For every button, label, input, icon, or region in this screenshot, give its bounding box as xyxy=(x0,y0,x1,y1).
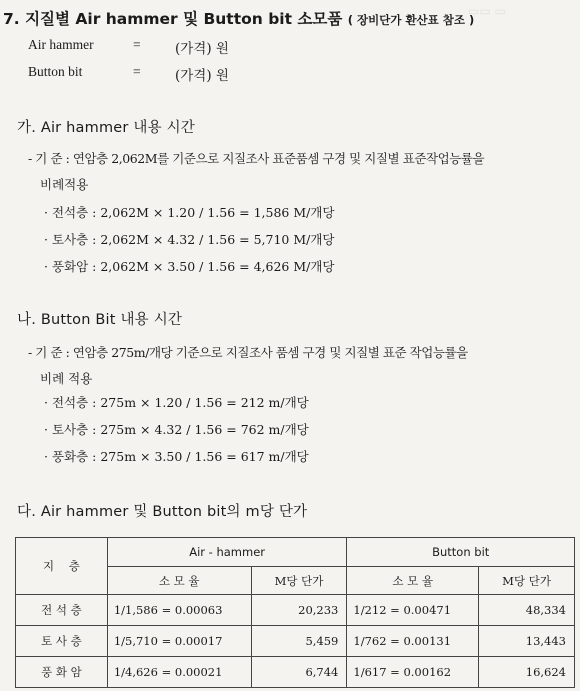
subheader-air-price: M당 단가 xyxy=(251,567,347,595)
section-b-item-2: · 토사층 : 275m × 4.32 / 1.56 = 762 m/개당 xyxy=(44,422,309,437)
section-b-heading: 나. Button Bit 내용 시간 xyxy=(17,312,183,328)
section-b-item-3: · 풍화층 : 275m × 3.50 / 1.56 = 617 m/개당 xyxy=(44,449,309,464)
row-bit-price: 48,334 xyxy=(479,595,575,626)
subheader-air-rate: 소 모 율 xyxy=(107,567,251,595)
price-item-air-hammer: Air hammer xyxy=(28,37,94,52)
document-title xyxy=(3,7,474,29)
row-air-rate: 1/5,710 = 0.00017 xyxy=(107,626,251,657)
price-value-air-hammer: (가격) 원 xyxy=(175,41,229,57)
row-bit-price: 13,443 xyxy=(479,626,575,657)
section-a-item-3: · 풍화암 : 2,062M × 3.50 / 1.56 = 4,626 M/개당 xyxy=(44,259,335,274)
section-a-heading: 가. Air hammer 내용 시간 xyxy=(17,120,195,136)
table-row xyxy=(16,626,575,657)
table-row xyxy=(16,595,575,626)
row-bit-rate: 1/617 = 0.00162 xyxy=(347,657,479,688)
header-button-bit: Button bit xyxy=(347,538,575,567)
section-a-basis-line2: 비례적용 xyxy=(40,177,89,192)
section-b-basis-line1: - 기 준 : 연암층 275m/개당 기준으로 지질조사 품셈 구경 및 지질별 표준 작업능률을 xyxy=(28,345,468,360)
row-air-price: 6,744 xyxy=(251,657,347,688)
row-bit-rate: 1/212 = 0.00471 xyxy=(347,595,479,626)
section-b-item-1: · 전석층 : 275m × 1.20 / 1.56 = 212 m/개당 xyxy=(44,395,309,410)
section-a-item-2: · 토사층 : 2,062M × 4.32 / 1.56 = 5,710 M/개당 xyxy=(44,232,335,247)
row-air-price: 20,233 xyxy=(251,595,347,626)
section-a-basis-line1: - 기 준 : 연암층 2,062M를 기준으로 지질조사 표준품셈 구경 및 지질별 표준작업능률을 xyxy=(28,151,485,166)
price-eq-button-bit: = xyxy=(133,64,141,79)
subheader-bit-price: M당 단가 xyxy=(479,567,575,595)
section-a-item-1: · 전석층 : 2,062M × 1.20 / 1.56 = 1,586 M/개당 xyxy=(44,205,335,220)
title-note: ( 장비단가 환산표 참조 ) xyxy=(347,13,475,27)
subheader-bit-rate: 소 모 율 xyxy=(347,567,479,595)
table-row xyxy=(16,657,575,688)
unit-cost-table xyxy=(15,537,575,688)
bleed-through-mark: ▭▭ ▭ xyxy=(468,4,506,18)
price-item-button-bit: Button bit xyxy=(28,64,83,79)
section-b-basis-line2: 비례 적용 xyxy=(40,371,93,386)
section-c-heading: 다. Air hammer 및 Button bit의 m당 단가 xyxy=(17,504,308,520)
row-bit-rate: 1/762 = 0.00131 xyxy=(347,626,479,657)
header-layer: 지 층 xyxy=(16,538,108,595)
price-eq-air-hammer: = xyxy=(133,37,141,52)
row-air-price: 5,459 xyxy=(251,626,347,657)
row-layer: 전 석 층 xyxy=(16,595,108,626)
row-layer: 풍 화 암 xyxy=(16,657,108,688)
row-air-rate: 1/4,626 = 0.00021 xyxy=(107,657,251,688)
header-air-hammer: Air - hammer xyxy=(107,538,347,567)
row-layer: 토 사 층 xyxy=(16,626,108,657)
row-air-rate: 1/1,586 = 0.00063 xyxy=(107,595,251,626)
title-main: 7. 지질별 Air hammer 및 Button bit 소모품 xyxy=(3,10,343,28)
row-bit-price: 16,624 xyxy=(479,657,575,688)
price-value-button-bit: (가격) 원 xyxy=(175,68,229,84)
